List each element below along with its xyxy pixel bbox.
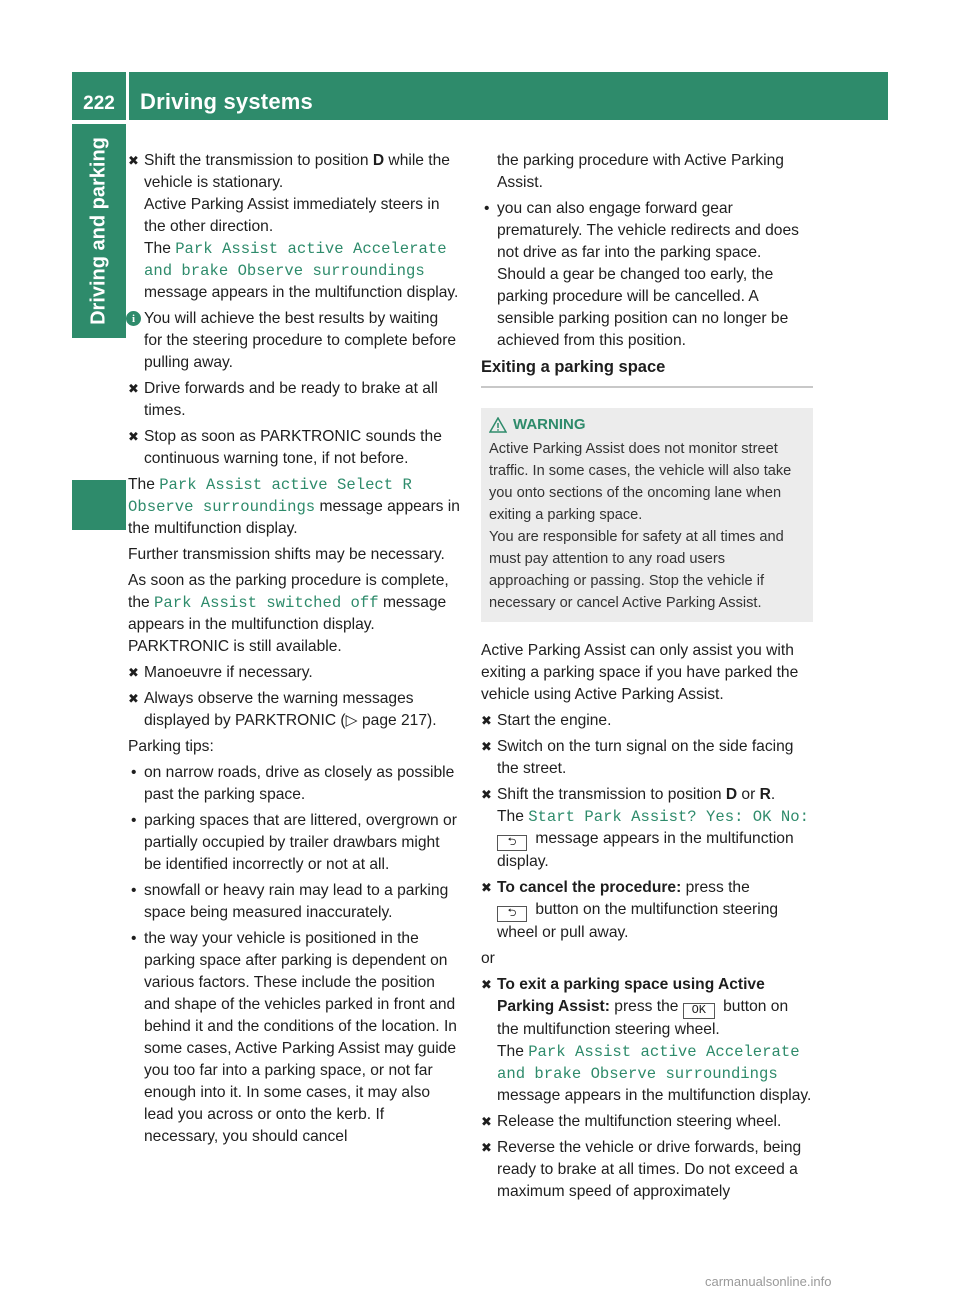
display-message: Park Assist switched off	[154, 594, 379, 612]
bullet-icon: •	[131, 930, 137, 947]
step-message-text: The Park Assist active Accelerate and brake Observe surroundings message appears in the multifunction display.	[497, 1043, 812, 1104]
paragraph: The Park Assist active Select R Observe surroundings message appears in the multifunction display.	[128, 476, 460, 537]
instruction-step: ✖ Stop as soon as PARKTRONIC sounds the continuous warning tone, if not before.	[128, 428, 442, 467]
bullet-icon: •	[131, 764, 137, 781]
instruction-step: ✖ Reverse the vehicle or drive forwards, being ready to brake at all times. Do not exceed a maximum speed of approximately	[481, 1139, 802, 1200]
list-item-continued: the parking procedure with Active Parking Assist.	[497, 152, 784, 191]
step-arrow-icon: ✖	[128, 153, 139, 168]
bullet-icon: •	[131, 882, 137, 899]
step-arrow-icon: ✖	[481, 739, 492, 754]
warning-box	[481, 408, 813, 622]
left-column	[128, 150, 460, 1152]
step-arrow-icon: ✖	[481, 880, 492, 895]
list-item: • parking spaces that are littered, overgrown or partially occupied by trailer drawbars might be identified incorrectly or not at all.	[131, 812, 457, 873]
display-message: Park Assist active Select R Observe surroundings	[128, 476, 412, 516]
info-note: i You will achieve the best results by waiting for the steering procedure to complete before pulling away.	[128, 308, 460, 374]
instruction-step: ✖ Shift the transmission to position D or R. The Start Park Assist? Yes: OK No: ⮌ message appears in the multifunction display.	[481, 784, 813, 873]
instruction-step: ✖ Shift the transmission to position D while the vehicle is stationary. Active Parking Assist immediately steers in the other direction. The Park Assist active Accelerate and brake Observe surroundings message appears in the multifunction display.	[128, 150, 460, 304]
warning-text: Active Parking Assist does not monitor street traffic. In some cases, the vehicle will also take you onto sections of the oncoming lane when exiting a parking space.	[489, 441, 792, 523]
step-message-text: The Park Assist active Accelerate and brake Observe surroundings message appears in the multifunction display.	[144, 240, 459, 301]
side-tab-label: Driving and parking	[87, 137, 110, 325]
step-arrow-icon: ✖	[128, 665, 139, 680]
list-item: • you can also engage forward gear prematurely. The vehicle redirects and does not drive as far into the parking space. Should a gear be changed too early, the parking procedure will be cancelled. A sensible parking position can no longer be achieved from this position.	[484, 200, 799, 349]
side-marker	[72, 480, 126, 530]
watermark: carmanualsonline.info	[705, 1274, 832, 1289]
instruction-step: ✖ Release the multifunction steering wheel.	[481, 1111, 813, 1133]
paragraph: Further transmission shifts may be necessary.	[128, 546, 445, 563]
step-arrow-icon: ✖	[128, 429, 139, 444]
display-message: Park Assist active Accelerate and brake Observe surroundings	[144, 240, 447, 280]
paragraph: As soon as the parking procedure is complete, the Park Assist switched off message appears in the multifunction display.	[128, 572, 449, 633]
step-arrow-icon: ✖	[481, 1140, 492, 1155]
page-number: 222	[83, 93, 115, 114]
bullet-icon: •	[131, 812, 137, 829]
instruction-step: ✖ Always observe the warning messages displayed by PARKTRONIC (▷ page 217).	[128, 690, 437, 729]
list-item: • on narrow roads, drive as closely as possible past the parking space.	[131, 764, 455, 803]
step-arrow-icon: ✖	[128, 691, 139, 706]
list-item: • the way your vehicle is positioned in the parking space after parking is dependent on various factors. These include the position and shape of the vehicles parked in front and behind it and the conditions of the location. In some cases, Active Parking Assist may guide you too far into a parking space, or not far enough into it. In some cases, it may also lead you across or onto the kerb. If necessary, you should cancel	[131, 930, 457, 1145]
warning-triangle-icon	[489, 417, 507, 433]
list-item: • snowfall or heavy rain may lead to a parking space being measured inaccurately.	[131, 882, 449, 921]
paragraph: Active Parking Assist can only assist you with exiting a parking space if you have parked the vehicle using Active Parking Assist.	[481, 642, 799, 703]
step-arrow-icon: ✖	[481, 713, 492, 728]
instruction-step: ✖ Switch on the turn signal on the side facing the street.	[481, 738, 794, 777]
page-ref-arrow-icon: ▷	[345, 712, 358, 729]
step-arrow-icon: ✖	[481, 1114, 492, 1129]
paragraph: PARKTRONIC is still available.	[128, 638, 342, 655]
right-column	[481, 150, 813, 1207]
instruction-step: ✖ Start the engine.	[481, 710, 813, 732]
back-button-icon: ⮌	[497, 835, 527, 851]
warning-title: WARNING	[489, 414, 805, 436]
warning-text: You are responsible for safety at all times and must pay attention to any road users approaching or passing. Stop the vehicle if necessary or cancel Active Parking Assist.	[489, 529, 784, 611]
instruction-step: ✖ Drive forwards and be ready to brake at all times.	[128, 380, 438, 419]
display-message: Park Assist active Accelerate and brake Observe surroundings	[497, 1043, 800, 1083]
step-result: Active Parking Assist immediately steers in the other direction.	[144, 196, 440, 235]
step-arrow-icon: ✖	[128, 381, 139, 396]
display-message: Start Park Assist? Yes: OK No:	[528, 808, 809, 826]
page-title: Driving systems	[140, 89, 313, 114]
bullet-icon: •	[484, 200, 490, 217]
section-heading: Exiting a parking space	[481, 356, 813, 388]
header-divider	[126, 72, 129, 120]
instruction-step: ✖ To cancel the procedure: press the ⮌ button on the multifunction steering wheel or pull away.	[481, 879, 779, 941]
info-icon: i	[126, 311, 141, 326]
instruction-step: ✖ To exit a parking space using Active Parking Assist: press the OK button on the multifunction steering wheel. The Park Assist active Accelerate and brake Observe surroundings message appears in the multifunction display.	[481, 974, 813, 1107]
page-reference-link[interactable]: page 217	[361, 712, 428, 729]
ok-button-icon: OK	[683, 1003, 715, 1019]
step-arrow-icon: ✖	[481, 977, 492, 992]
step-arrow-icon: ✖	[481, 787, 492, 802]
back-button-icon: ⮌	[497, 906, 527, 922]
step-message-text: ⮌ message appears in the multifunction display.	[497, 830, 794, 870]
tips-label: Parking tips:	[128, 738, 214, 755]
instruction-step: ✖ Manoeuvre if necessary.	[128, 662, 460, 684]
step-message-text: The Start Park Assist? Yes: OK No:	[497, 808, 809, 826]
paragraph: or	[481, 950, 495, 967]
